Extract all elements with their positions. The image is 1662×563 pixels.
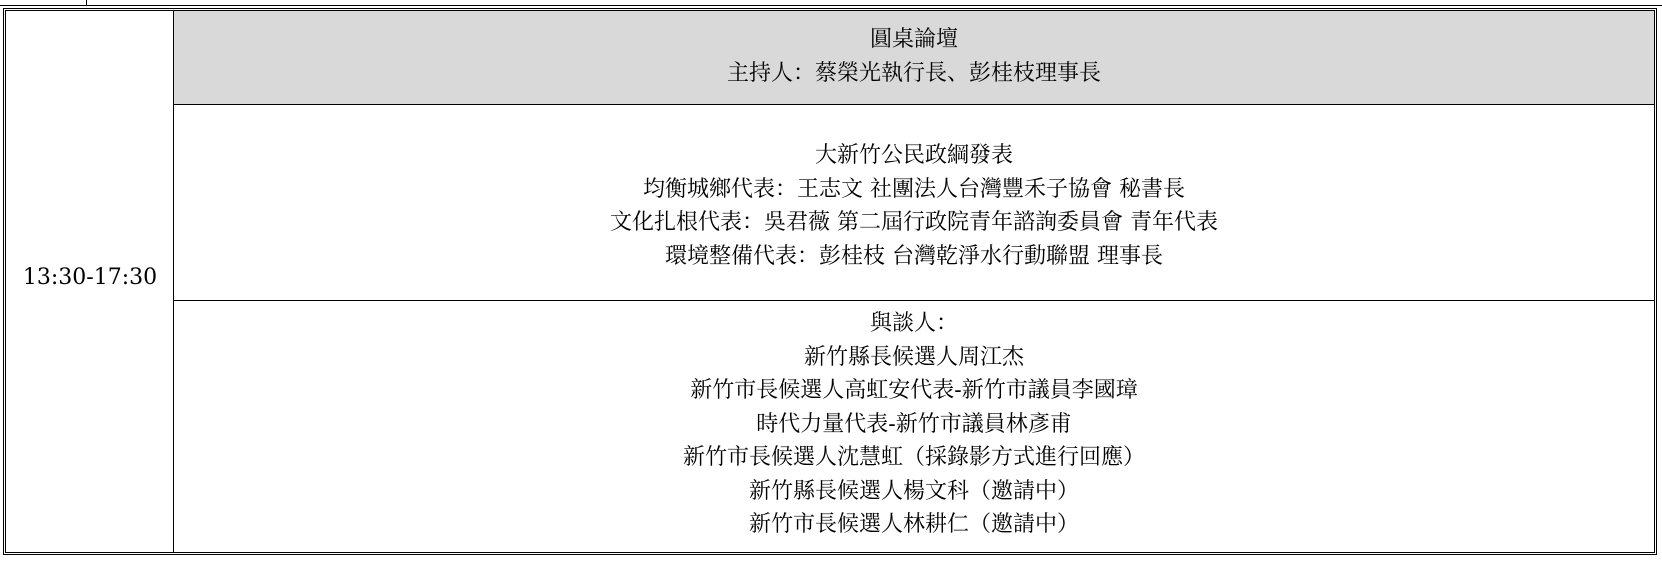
panelist: 新竹縣長候選人楊文科（邀請中）	[748, 478, 1079, 504]
panelist: 新竹市長候選人林耕仁（邀請中）	[748, 512, 1079, 537]
platform-title: 大新竹公民政綱發表	[814, 143, 1013, 168]
top-border-line	[0, 5, 1662, 6]
time-slot: 13:30-17:30	[22, 265, 158, 290]
forum-header-row	[174, 11, 1654, 105]
panelists-row	[174, 301, 1654, 552]
content-column	[174, 11, 1654, 552]
panelists-title: 與談人：	[869, 311, 958, 336]
platform-representative: 均衡城鄉代表：王志文 社團法人台灣豐禾子協會 秘書長	[643, 176, 1185, 202]
panelist: 新竹市長候選人高虹安代表-新竹市議員李國璋	[690, 378, 1138, 403]
time-cell	[6, 11, 174, 552]
forum-host: 主持人：蔡榮光執行長、彭桂枝理事長	[726, 60, 1101, 86]
platform-representative: 文化扎根代表：吳君薇 第二屆行政院青年諮詢委員會 青年代表	[610, 210, 1218, 235]
forum-title: 圓桌論壇	[869, 27, 958, 52]
panelist: 新竹縣長候選人周江杰	[803, 344, 1024, 370]
top-border-tick	[86, 0, 87, 6]
platform-row	[174, 105, 1654, 301]
platform-representative: 環境整備代表：彭桂枝 台灣乾淨水行動聯盟 理事長	[665, 243, 1163, 269]
panelist: 時代力量代表-新竹市議員林彥甫	[756, 411, 1072, 437]
panelist: 新竹市長候選人沈慧虹（採錄影方式進行回應）	[682, 445, 1145, 470]
schedule-table	[3, 8, 1657, 555]
